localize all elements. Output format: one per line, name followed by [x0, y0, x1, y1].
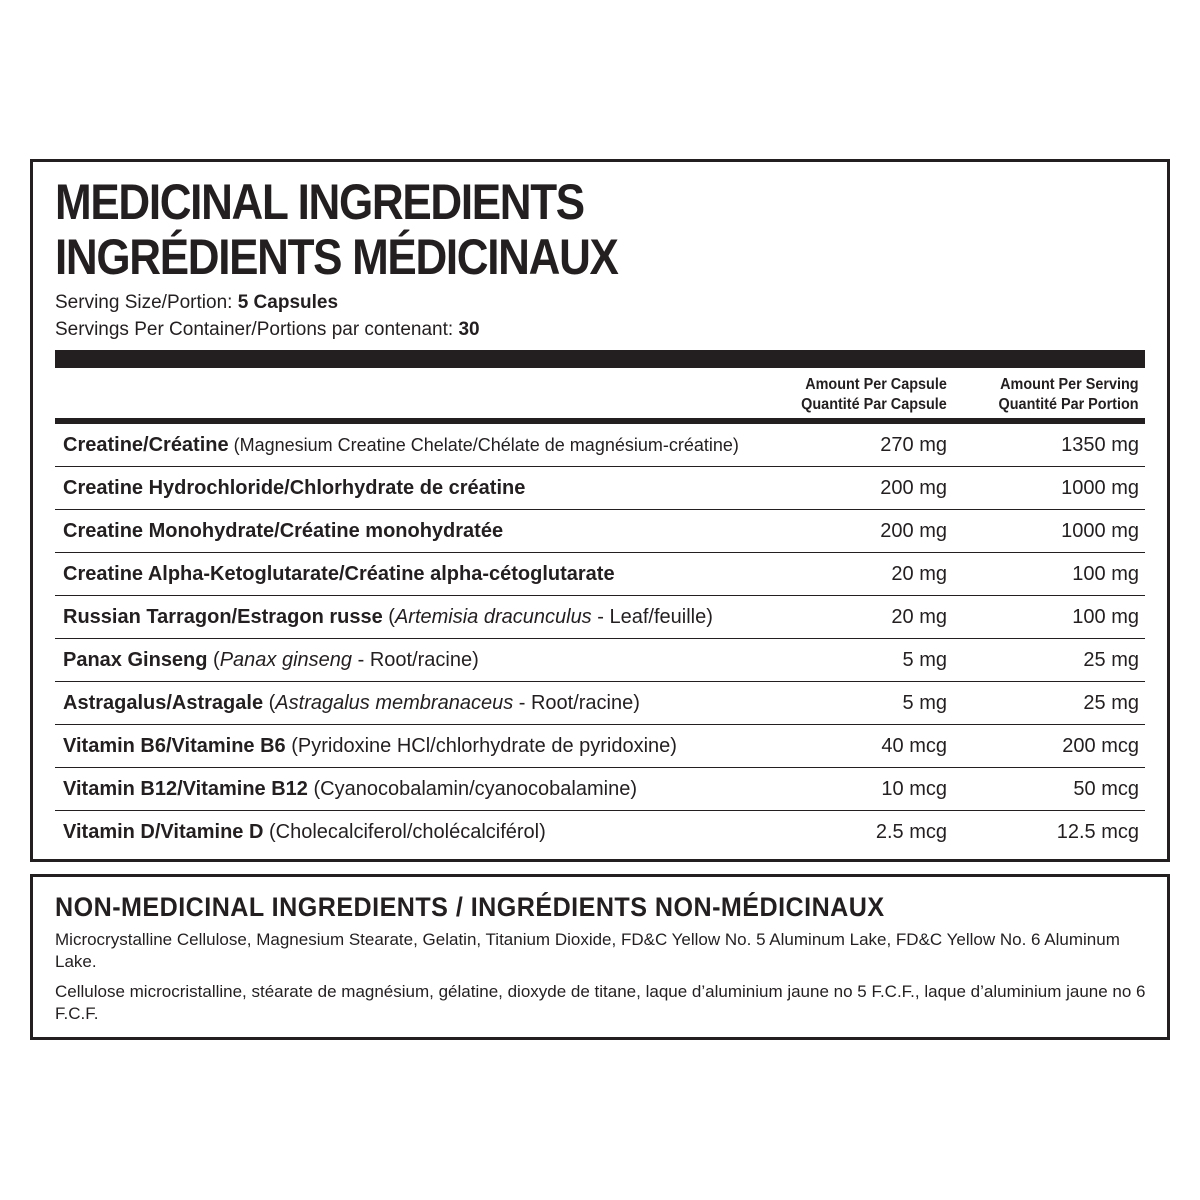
- amount-per-capsule: 10 mcg: [881, 778, 947, 800]
- ingredient-detail: (: [382, 606, 395, 628]
- amount-per-serving: 25 mg: [1083, 649, 1139, 671]
- ingredient-detail: (: [263, 692, 276, 714]
- amount-per-serving: 50 mcg: [1073, 778, 1139, 800]
- amount-per-capsule: 5 mg: [902, 692, 947, 714]
- ingredient-name: [63, 734, 677, 758]
- ingredient-table: [55, 424, 1145, 854]
- table-row: [55, 725, 1145, 768]
- column-header-per-capsule-fr: Quantité Par Capsule: [801, 396, 947, 413]
- column-header-per-capsule: [801, 375, 947, 415]
- servings-per-container: [55, 319, 480, 341]
- non-medicinal-text-en: Microcrystalline Cellulose, Magnesium Stearate, Gelatin, Titanium Dioxide, FD&C Yellow No. 5 Aluminum Lake, FD&C Yellow No. 6 Aluminum Lake.: [55, 930, 1120, 971]
- ingredient-name-bold: Vitamin D/Vitamine D: [63, 821, 264, 843]
- ingredient-name-bold: Creatine/Créatine: [63, 434, 229, 456]
- ingredient-name: [63, 648, 479, 672]
- medicinal-ingredients-panel: [30, 159, 1170, 862]
- servings-per-container-value: 30: [458, 319, 480, 340]
- ingredient-detail: (Cholecalciferol/cholécalciférol): [263, 821, 546, 843]
- ingredient-detail: (Cyanocobalamin/cyanocobalamine): [307, 778, 637, 800]
- amount-per-capsule: 5 mg: [902, 649, 947, 671]
- ingredient-name: [63, 562, 615, 586]
- ingredient-part: - Root/racine): [352, 649, 479, 671]
- ingredient-name-bold: Russian Tarragon/Estragon russe: [63, 606, 383, 628]
- amount-per-capsule: 20 mg: [891, 563, 947, 585]
- column-header-per-capsule-en: Amount Per Capsule: [805, 376, 947, 393]
- amount-per-serving: 100 mg: [1072, 606, 1139, 628]
- amount-per-serving: 1350 mg: [1061, 434, 1139, 456]
- ingredient-name: [63, 476, 525, 500]
- ingredient-name-bold: Panax Ginseng: [63, 649, 208, 671]
- medicinal-title-fr: INGRÉDIENTS MÉDICINAUX: [55, 229, 618, 285]
- ingredient-latin-name: Astragalus membranaceus: [275, 692, 514, 714]
- ingredient-name-bold: Vitamin B12/Vitamine B12: [63, 778, 308, 800]
- ingredient-name-bold: Astragalus/Astragale: [63, 692, 264, 714]
- medicinal-title-en: MEDICINAL INGREDIENTS: [55, 174, 584, 230]
- amount-per-capsule: 200 mg: [880, 520, 947, 542]
- non-medicinal-title: NON-MEDICINAL INGREDIENTS / INGRÉDIENTS NON-MÉDICINAUX: [55, 892, 885, 922]
- ingredient-detail: (Pyridoxine HCl/chlorhydrate de pyridoxine): [285, 735, 677, 757]
- amount-per-serving: 1000 mg: [1061, 477, 1139, 499]
- non-medicinal-text-fr: Cellulose microcristalline, stéarate de magnésium, gélatine, dioxyde de titane, laque d’aluminium jaune no 5 F.C.F., laque d’aluminium jaune no 6 F.C.F.: [55, 982, 1146, 1023]
- thick-divider: [55, 350, 1145, 368]
- ingredient-name: [63, 777, 637, 801]
- table-row: [55, 682, 1145, 725]
- ingredient-latin-name: Artemisia dracunculus: [394, 606, 592, 628]
- servings-per-container-label: Servings Per Container/Portions par contenant:: [55, 319, 454, 340]
- table-row: [55, 596, 1145, 639]
- table-row: [55, 424, 1145, 467]
- table-row: [55, 768, 1145, 811]
- table-row: [55, 811, 1145, 854]
- amount-per-capsule: 270 mg: [880, 434, 947, 456]
- column-header-per-serving-fr: Quantité Par Portion: [998, 396, 1139, 413]
- table-row: [55, 553, 1145, 596]
- amount-per-serving: 25 mg: [1083, 692, 1139, 714]
- ingredient-name-bold: Creatine Alpha-Ketoglutarate/Créatine alpha-cétoglutarate: [63, 563, 615, 585]
- serving-size: [55, 292, 338, 314]
- ingredient-name: [63, 519, 503, 543]
- amount-per-capsule: 2.5 mcg: [875, 821, 947, 843]
- amount-per-serving: 12.5 mcg: [1056, 821, 1139, 843]
- table-row: [55, 467, 1145, 510]
- amount-per-capsule: 40 mcg: [881, 735, 947, 757]
- non-medicinal-ingredients-panel: [30, 874, 1170, 1040]
- amount-per-capsule: 20 mg: [891, 606, 947, 628]
- amount-per-serving: 200 mcg: [1062, 735, 1139, 757]
- ingredient-name: [63, 605, 713, 629]
- amount-per-serving: 1000 mg: [1061, 520, 1139, 542]
- ingredient-name-bold: Creatine Monohydrate/Créatine monohydratée: [63, 520, 504, 542]
- ingredient-name: [63, 691, 640, 715]
- column-header-per-serving: [999, 375, 1139, 415]
- ingredient-detail: (Magnesium Creatine Chelate/Chélate de magnésium-créatine): [228, 435, 739, 455]
- ingredient-detail: (: [207, 649, 220, 671]
- ingredient-name: [63, 820, 546, 844]
- ingredient-name-bold: Creatine Hydrochloride/Chlorhydrate de créatine: [63, 477, 526, 499]
- amount-per-serving: 100 mg: [1072, 563, 1139, 585]
- table-row: [55, 639, 1145, 682]
- ingredient-name: [63, 433, 739, 457]
- ingredient-name-bold: Vitamin B6/Vitamine B6: [63, 735, 286, 757]
- serving-size-label: Serving Size/Portion:: [55, 292, 233, 313]
- ingredient-part: - Root/racine): [513, 692, 640, 714]
- serving-size-value: 5 Capsules: [237, 292, 339, 313]
- ingredient-latin-name: Panax ginseng: [219, 649, 353, 671]
- amount-per-capsule: 200 mg: [880, 477, 947, 499]
- column-header-per-serving-en: Amount Per Serving: [1000, 376, 1139, 393]
- ingredient-part: - Leaf/feuille): [591, 606, 713, 628]
- table-row: [55, 510, 1145, 553]
